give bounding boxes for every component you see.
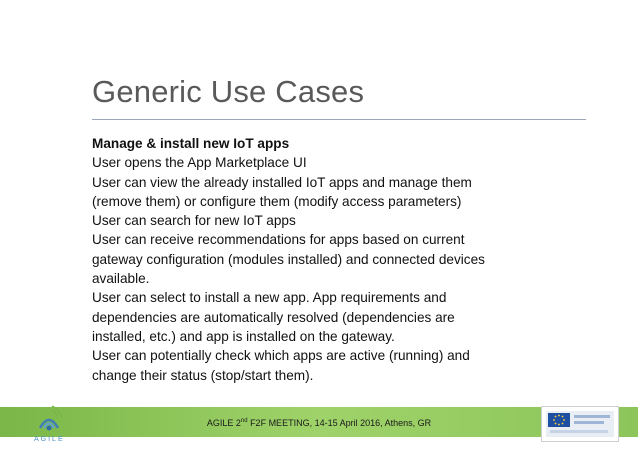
slide-title: Generic Use Cases <box>92 74 365 109</box>
body-line: User can view the already installed IoT apps and manage them <box>92 174 472 190</box>
body-line: gateway configuration (modules installed) and connected devices <box>92 251 485 267</box>
body-line: installed, etc.) and app is installed on the gateway. <box>92 328 395 344</box>
body-line: User can potentially check which apps are active (running) and <box>92 348 470 364</box>
body-line: available. <box>92 271 150 287</box>
body-line: User can receive recommendations for apps based on current <box>92 232 465 248</box>
agile-logo-wordmark: AGILE <box>34 436 65 443</box>
title-divider <box>92 119 586 120</box>
slide-body <box>92 134 532 385</box>
body-line: change their status (stop/start them). <box>92 367 314 383</box>
body-line: User can search for new IoT apps <box>92 213 296 229</box>
heading-manage-install: Manage & install new IoT apps <box>92 136 290 151</box>
footer-text: AGILE 2nd F2F MEETING, 14-15 April 2016, Athens, GR <box>206 418 432 428</box>
body-line: User can select to install a new app. App requirements and <box>92 290 447 306</box>
body-line: (remove them) or configure them (modify access parameters) <box>92 193 462 209</box>
body-line: dependencies are automatically resolved (dependencies are <box>92 309 455 325</box>
eu-flag-logo-icon <box>541 406 619 442</box>
body-line: User opens the App Marketplace UI <box>92 155 307 171</box>
